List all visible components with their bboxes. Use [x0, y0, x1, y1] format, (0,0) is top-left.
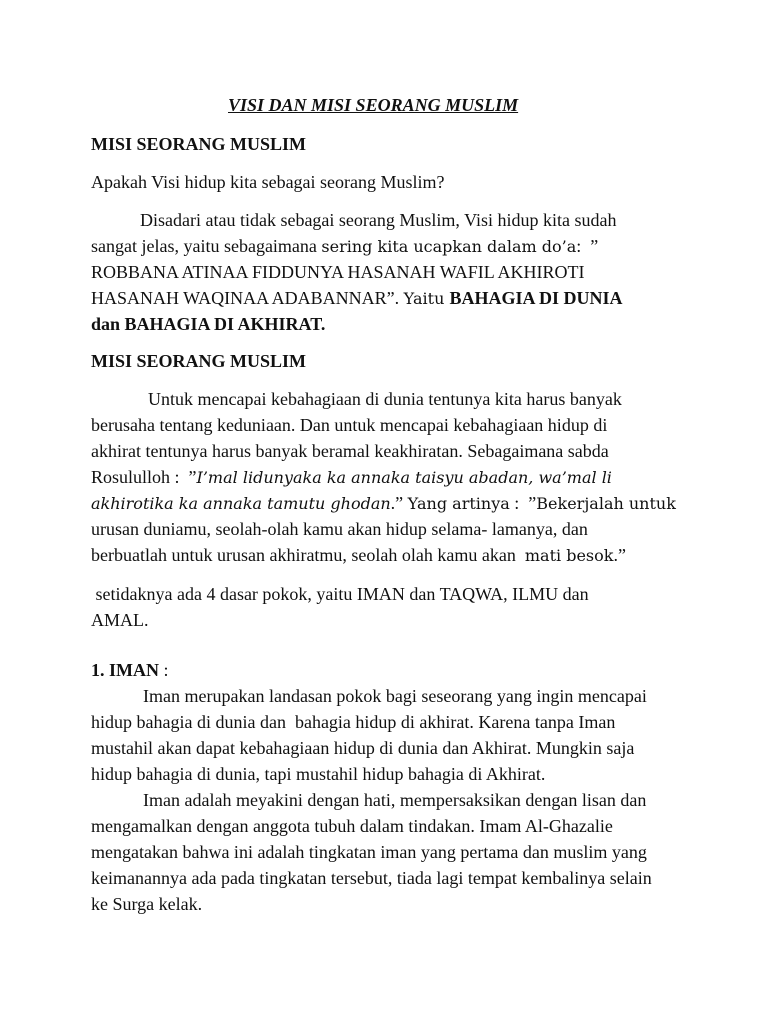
p2-line4-text: Rosululloh : ”	[91, 467, 197, 487]
p1-line5: dan BAHAGIA DI AKHIRAT.	[91, 314, 326, 334]
p2-line2: berusaha tentang keduniaan. Dan untuk mencapai kebahagiaan hidup di	[91, 415, 608, 435]
p1-line3: ROBBANA ATINAA FIDDUNYA HASANAH WAFIL AKHIROTI	[91, 262, 585, 282]
p3-line1: setidaknya ada 4 dasar pokok, yaitu IMAN dan TAQWA, ILMU dan	[91, 584, 589, 604]
p4-line2: hidup bahagia di dunia dan bahagia hidup di akhirat. Karena tanpa Iman	[91, 712, 616, 732]
p1-bahagia-dunia: BAHAGIA DI DUNIA	[449, 288, 623, 308]
p1-line2-text: sangat jelas, yaitu sebagaimana	[91, 236, 322, 256]
p2-mati-besok: mati besok	[524, 546, 614, 565]
p2-yang-artinya: Yang artinya	[407, 494, 510, 513]
p2-line1: Untuk mencapai kebahagiaan di dunia tentunya kita harus banyak	[148, 389, 622, 409]
p1-line4-text: HASANAH WAQINAA ADABANNAR”.	[91, 288, 404, 308]
p2-line4	[91, 466, 612, 489]
p4-line4: hidup bahagia di dunia, tapi mustahil hidup bahagia di Akhirat.	[91, 764, 546, 784]
p2-line7-text: berbuatlah untuk urusan akhiratmu, seolah olah kamu akan	[91, 545, 525, 565]
p4-line3: mustahil akan dapat kebahagiaan hidup di dunia dan Akhirat. Mungkin saja	[91, 738, 635, 758]
p2-hadith-1: I’mal lidunyaka ka annaka taisyu abadan, wa’mal li	[196, 468, 612, 487]
p2-quote-close: .”	[390, 493, 408, 513]
p5-line4: keimanannya ada pada tingkatan tersebut, tiada lagi tempat kembalinya selain	[91, 868, 652, 888]
p5-line1: Iman adalah meyakini dengan hati, mempersaksikan dengan lisan dan	[143, 790, 647, 810]
question-text: Apakah Visi hidup kita sebagai seorang Muslim?	[91, 172, 445, 192]
p5-line3: mengatakan bahwa ini adalah tingkatan iman yang pertama dan muslim yang	[91, 842, 647, 862]
heading-misi-2: MISI SEORANG MUSLIM	[91, 351, 307, 371]
p2-end-quote: .”	[613, 545, 626, 565]
p2-line7	[91, 544, 626, 567]
p1-doa-text: sering kita ucapkan dalam do’a	[321, 237, 577, 256]
p2-line6: urusan duniamu, seolah-olah kamu akan hidup selama- lamanya, dan	[91, 519, 588, 539]
iman-heading: 1. IMAN	[91, 660, 159, 680]
p3-line2: AMAL.	[91, 610, 149, 630]
heading-misi: MISI SEORANG MUSLIM	[91, 134, 307, 154]
document-title: VISI DAN MISI SEORANG MUSLIM	[228, 95, 519, 115]
p2-line5	[91, 492, 676, 515]
p2-bekerjalah: Bekerjalah untuk	[536, 494, 676, 513]
p2-hadith-2: akhirotika ka annaka tamutu ghodan	[91, 494, 391, 513]
p1-line2	[91, 235, 598, 258]
p1-quote-open: : ”	[576, 236, 599, 256]
p1-line4	[91, 287, 623, 310]
p5-line5: ke Surga kelak.	[91, 894, 203, 914]
iman-heading-line	[91, 659, 169, 681]
p1-line1: Disadari atau tidak sebagai seorang Muslim, Visi hidup kita sudah	[140, 210, 617, 230]
p1-yaitu: Yaitu	[403, 289, 450, 308]
p4-line1: Iman merupakan landasan pokok bagi seseorang yang ingin mencapai	[143, 686, 647, 706]
p5-line2: mengamalkan dengan anggota tubuh dalam tindakan. Imam Al-Ghazalie	[91, 816, 613, 836]
iman-colon: :	[159, 660, 169, 680]
p2-line3: akhirat tentunya harus banyak beramal keakhiratan. Sebagaimana sabda	[91, 441, 609, 461]
p2-colon-quote: : ”	[509, 493, 537, 513]
